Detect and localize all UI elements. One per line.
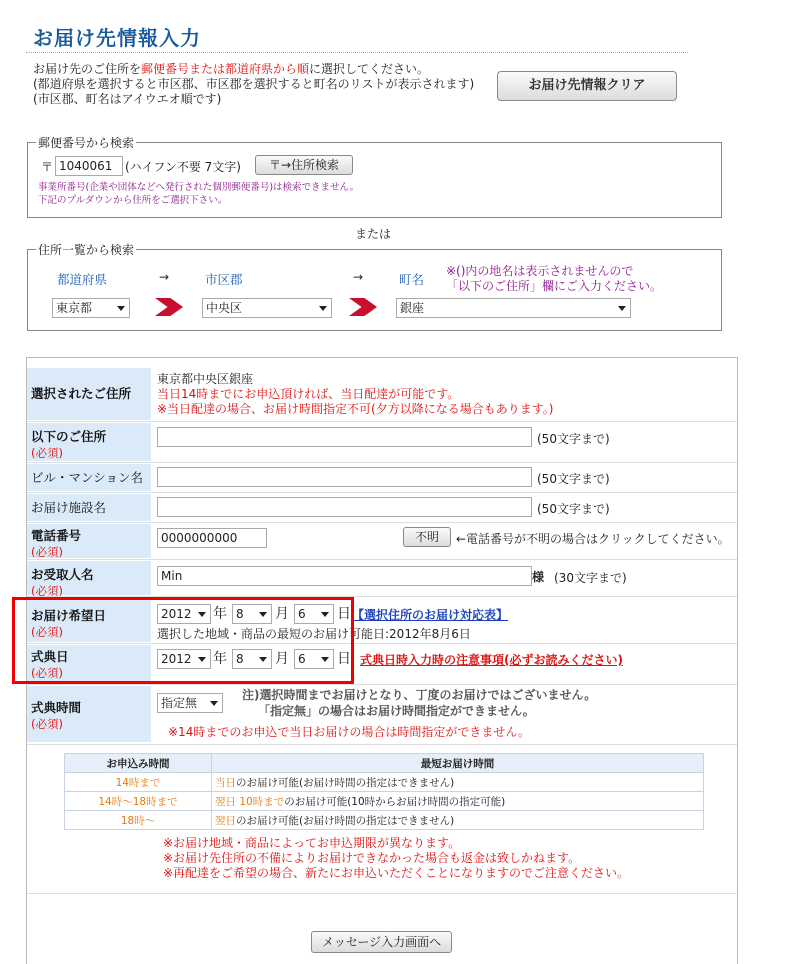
required-badge: (必須) <box>31 545 63 559</box>
time-note-2: 「指定無」の場合はお届け時間指定ができません。 <box>258 704 535 718</box>
day-unit: 日 <box>337 651 351 667</box>
page-title: お届け先情報入力 <box>33 26 201 50</box>
ceremony-notice-link[interactable]: 式典日時入力時の注意事項(必ずお読みください) <box>360 653 623 667</box>
address-note-2: 「以下のご住所」欄にご入力ください。 <box>446 279 663 293</box>
order-time-cell: 14時〜18時まで <box>65 792 212 811</box>
facility-input[interactable] <box>157 497 532 517</box>
selected-address-label: 選択されたご住所 <box>27 368 151 420</box>
recipient-label <box>27 561 151 598</box>
chevron-down-icon <box>319 306 327 311</box>
same-day-time-note: ※当日配達の場合、お届け時間指定不可(夕方以降になる場合もあります。) <box>157 402 554 416</box>
city-heading: 市区郡 <box>205 272 243 287</box>
delivery-cell <box>212 792 704 811</box>
table-row <box>65 792 704 811</box>
phone-label-text: 電話番号 <box>31 528 82 543</box>
schedule-notes <box>163 836 629 881</box>
order-time-cell: 18時〜 <box>65 811 212 830</box>
intro-text <box>33 62 474 107</box>
zip-note-2: 下記のプルダウンから住所をご選択下さい。 <box>38 195 228 206</box>
required-badge: (必須) <box>31 666 63 680</box>
delivery-date-label-text: お届け希望日 <box>31 608 107 623</box>
phone-unknown-button[interactable]: 不明 <box>403 527 451 547</box>
phone-note: ←電話番号が不明の場合はクリックしてください。 <box>456 532 730 546</box>
phone-label <box>27 524 151 558</box>
schedule-note-2: ※お届け先住所の不備によりお届けできなかった場合も返金は致しかねます。 <box>163 851 581 865</box>
delivery-cell <box>212 773 704 792</box>
address-limit: (50文字まで) <box>537 432 610 446</box>
recipient-limit: (30文字まで) <box>554 571 627 585</box>
required-badge: (必須) <box>31 717 63 731</box>
zip-hint: (ハイフン不要 7文字) <box>125 160 241 174</box>
selected-address-value: 東京都中央区銀座 <box>157 372 254 386</box>
required-badge: (必須) <box>31 625 63 639</box>
recipient-label-text: お受取人名 <box>31 567 94 582</box>
row-divider <box>27 421 737 422</box>
row-divider <box>27 559 737 560</box>
ceremony-day-value: 6 <box>298 652 306 666</box>
schedule-note-1: ※お届け地域・商品によってお申込期限が異なります。 <box>163 836 461 850</box>
header-order-time: お申込み時間 <box>65 754 212 773</box>
address-note-1: ※()内の地名は表示されませんので <box>446 264 634 278</box>
recipient-input[interactable]: Min <box>157 566 532 586</box>
chevron-down-icon <box>210 701 218 706</box>
address-search-legend: 住所一覧から検索 <box>38 243 135 257</box>
delivery-text: のお届け可能(お届け時間の指定はできません) <box>236 776 455 789</box>
same-day-note: 当日14時までにお申込頂ければ、当日配達が可能です。 <box>157 387 460 401</box>
delivery-schedule-table <box>64 753 704 830</box>
zip-code-input[interactable]: 1040061 <box>55 156 123 176</box>
header-earliest-delivery: 最短お届け時間 <box>212 754 704 773</box>
intro-line3: (市区郡、町名はアイウエオ順です) <box>33 92 222 106</box>
zip-search-legend: 郵便番号から検索 <box>38 136 135 150</box>
prefecture-heading: 都道府県 <box>57 272 108 287</box>
town-value: 銀座 <box>400 301 425 315</box>
table-header-row <box>65 754 704 773</box>
town-heading: 町名 <box>399 272 425 287</box>
delivery-text: のお届け可能(お届け時間の指定はできません) <box>236 814 455 827</box>
city-select[interactable] <box>202 298 332 318</box>
town-select[interactable] <box>396 298 631 318</box>
year-unit: 年 <box>213 651 227 667</box>
zip-note-1: 事業所番号(企業や団体などへ発行された個別郵便番号)は検索できません。 <box>38 182 360 193</box>
facility-limit: (50文字まで) <box>537 502 610 516</box>
ceremony-time-label-text: 式典時間 <box>31 700 82 715</box>
facility-label: お届け施設名 <box>27 494 151 521</box>
highlight-box <box>12 597 354 684</box>
address-input[interactable] <box>157 427 532 447</box>
delivery-earliest-note: 選択した地域・商品の最短のお届け可能日:2012年8月6日 <box>157 627 471 641</box>
next-message-button[interactable]: メッセージ入力画面へ <box>311 931 452 953</box>
clear-address-button[interactable]: お届け先情報クリア <box>497 71 677 101</box>
building-limit: (50文字まで) <box>537 472 610 486</box>
ceremony-year-value: 2012 <box>161 652 192 666</box>
city-value: 中央区 <box>206 301 243 315</box>
day-unit: 日 <box>337 606 351 622</box>
ceremony-time-select[interactable] <box>157 693 223 713</box>
row-divider <box>27 893 737 894</box>
intro-line1-pre: お届け先のご住所を <box>33 62 142 76</box>
address-label <box>27 423 151 461</box>
required-badge: (必須) <box>31 446 63 460</box>
intro-line2: (都道府県を選択すると市区郡、市区郡を選択すると町名のリストが表示されます) <box>33 77 475 91</box>
ceremony-time-note <box>242 687 596 719</box>
honorific: 様 <box>532 570 545 584</box>
row-divider <box>27 684 737 685</box>
table-row <box>65 811 704 830</box>
intro-line1-highlight: 郵便番号または都道府県から順 <box>141 62 310 76</box>
ceremony-time-value: 指定無 <box>161 696 198 710</box>
row-divider <box>27 462 737 463</box>
ceremony-date-label-text: 式典日 <box>31 649 69 664</box>
delivery-year-value: 2012 <box>161 607 192 621</box>
delivery-highlight: 当日 <box>215 776 236 789</box>
delivery-highlight: 翌日 <box>215 814 236 827</box>
required-badge: (必須) <box>31 584 63 598</box>
chevron-down-icon <box>618 306 626 311</box>
time-note-3: ※14時までのお申込で当日お届けの場合は時間指定ができません。 <box>168 725 531 739</box>
delivery-cell <box>212 811 704 830</box>
order-time-cell: 14時まで <box>65 773 212 792</box>
intro-line1-post: に選択してください。 <box>309 62 430 76</box>
schedule-note-3: ※再配達をご希望の場合、新たにお申込いただくことになりますのでご注意ください。 <box>163 866 630 880</box>
delivery-text: のお届け可能(10時からお届け時間の指定可能) <box>284 795 506 808</box>
prefecture-value: 東京都 <box>56 301 93 315</box>
chevron-down-icon <box>117 306 125 311</box>
delivery-day-value: 6 <box>298 607 306 621</box>
table-row <box>65 773 704 792</box>
selected-address <box>157 372 553 417</box>
row-divider <box>27 744 737 745</box>
delivery-highlight: 翌日 10時まで <box>215 795 285 808</box>
prefecture-select[interactable] <box>52 298 130 318</box>
zip-prefix: 〒 <box>41 160 54 174</box>
row-divider <box>27 492 737 493</box>
building-label: ビル・マンション名 <box>27 464 151 491</box>
address-note <box>446 264 662 294</box>
ceremony-time-label <box>27 686 151 742</box>
address-label-text: 以下のご住所 <box>31 429 107 444</box>
arrow-1: → <box>159 270 170 284</box>
title-divider <box>26 52 688 53</box>
zip-search-button[interactable]: 〒→住所検索 <box>255 155 353 175</box>
delivery-month-value: 8 <box>236 607 244 621</box>
ceremony-month-value: 8 <box>236 652 244 666</box>
phone-input[interactable]: 0000000000 <box>157 528 267 548</box>
arrow-2: → <box>353 270 364 284</box>
time-note-1: 注)選択時間までお届けとなり、丁度のお届けではございません。 <box>242 688 597 702</box>
delivery-table-link[interactable]: 【選択住所のお届け対応表】 <box>352 608 509 622</box>
month-unit: 月 <box>275 606 289 622</box>
month-unit: 月 <box>275 651 289 667</box>
year-unit: 年 <box>213 606 227 622</box>
or-divider-text: または <box>355 227 392 241</box>
building-input[interactable] <box>157 467 532 487</box>
row-divider <box>27 522 737 523</box>
